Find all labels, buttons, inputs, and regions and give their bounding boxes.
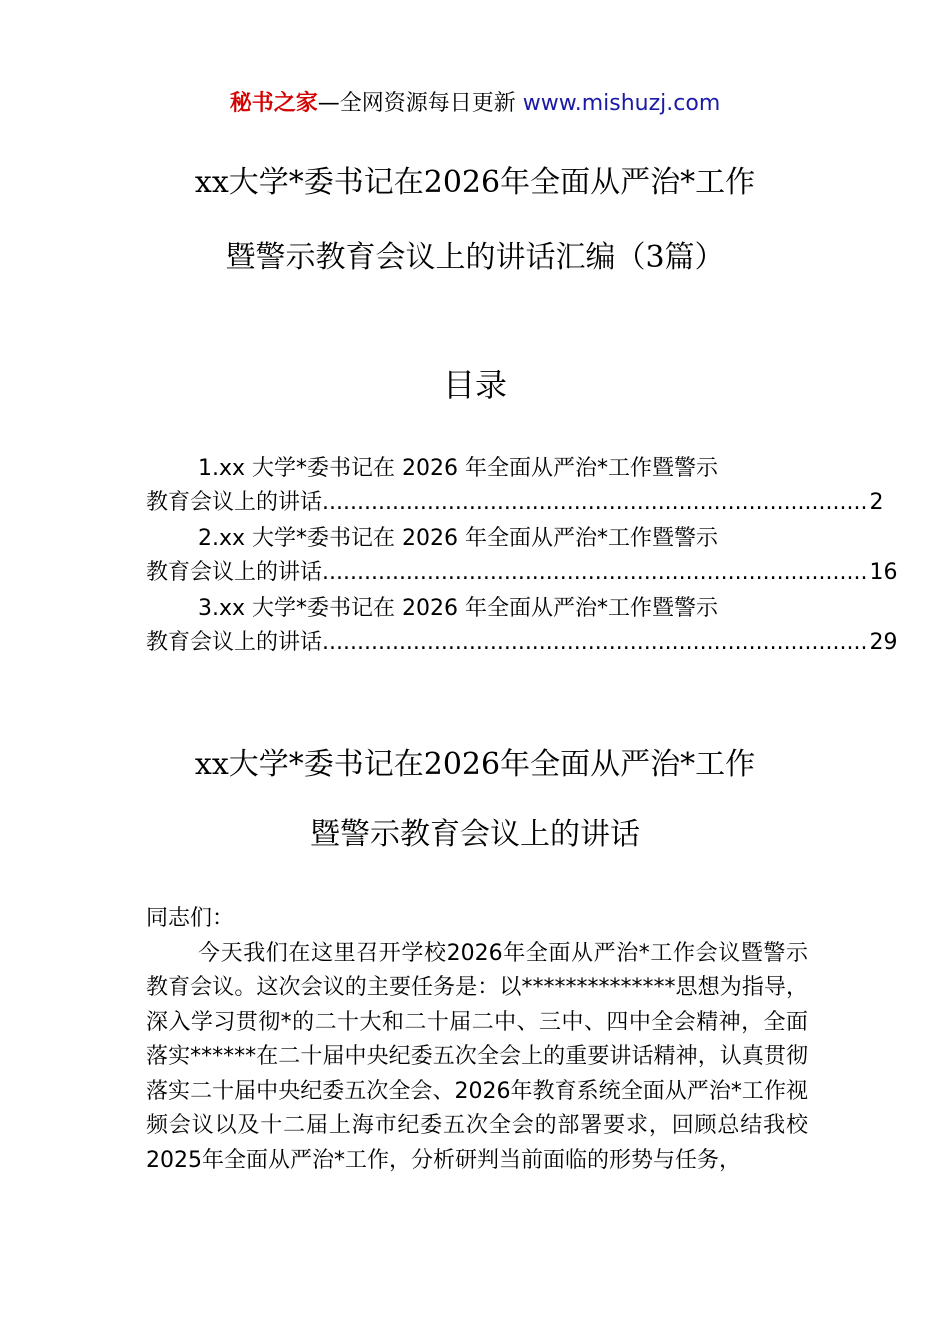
toc-heading: 目录 [442,366,507,404]
speech-body [146,902,808,1178]
toc-page-number: 29 [869,630,898,655]
body-paragraph: 今天我们在这里召开学校2026年全面从严治*工作会议暨警示教育会议。这次会议的主要任务是：以**************思想为指导，深入学习贯彻*的二十大和二十届二中、三中、四中全会精神，全面落实******在二十届中央纪委五次全会上的重要讲话精神，认真贯彻落实二十届中央纪委五次全会、2026年教育系统全面从严治*工作视频会议以及十二届上海市纪委五次全会的部署要求，回顾总结我校2025年全面从严治*工作，分析研判当前面临的形势与任务， [146,940,808,1173]
document-title-line-1: xx大学*委书记在2026年全面从严治*工作 [194,165,756,200]
toc-entry-title: 1.xx 大学*委书记在 2026 年全面从严治*工作暨警示 [198,456,718,481]
toc-entry[interactable] [146,522,898,590]
toc-leader-dots: .............................................................................. [322,490,868,515]
toc-entry[interactable] [146,592,898,660]
toc-entry[interactable] [146,452,884,520]
section-title-line-1: xx大学*委书记在2026年全面从严治*工作 [194,747,756,782]
toc-leader-dots: .............................................................................. [322,630,868,655]
brand-name: 秘书之家 [229,91,318,116]
document-title [0,160,950,281]
toc-entry-title-cont: 教育会议上的讲话 [146,630,323,655]
document-title-line-2: 暨警示教育会议上的讲话汇编（3篇） [225,240,725,275]
toc-page-number: 16 [869,560,898,585]
section-title [0,742,950,858]
toc-leader-dots: .............................................................................. [322,560,868,585]
toc-entry-title: 2.xx 大学*委书记在 2026 年全面从严治*工作暨警示 [198,526,718,551]
site-banner [0,88,950,120]
banner-tagline: —全网资源每日更新 [317,91,516,116]
toc-entry-title-cont: 教育会议上的讲话 [146,490,323,515]
toc-entry-title: 3.xx 大学*委书记在 2026 年全面从严治*工作暨警示 [198,596,718,621]
section-title-line-2: 暨警示教育会议上的讲话 [310,817,640,852]
toc-entry-title-cont: 教育会议上的讲话 [146,560,323,585]
toc-page-number: 2 [869,490,884,515]
table-of-contents [146,452,898,662]
site-url-link[interactable]: www.mishuzj.com [522,91,721,116]
salutation: 同志们： [146,906,235,931]
